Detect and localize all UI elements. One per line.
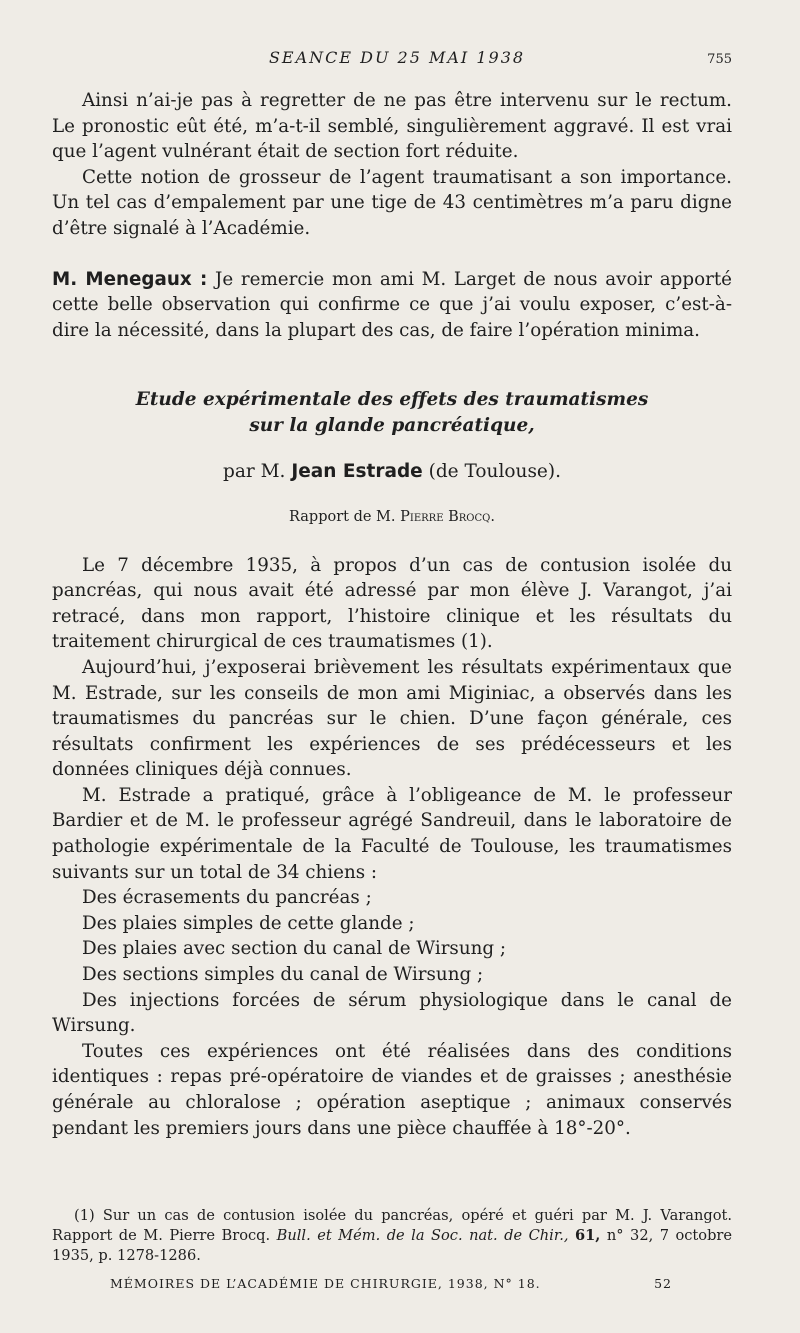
byline-author: Jean Estrade [291,461,423,483]
page-number: 755 [707,52,732,67]
paragraph-2: Cette notion de grosseur de l’agent traumatisant a son importance. Un tel cas d’empalement par une tige de 43 centimètres m’a paru digne d’être signalé à l’Académie. [52,166,732,239]
byline-prefix: par M. [223,461,286,483]
paragraph-3 [52,267,732,344]
paragraph-3-text: Je remercie mon ami M. Larget de nous avoir apporté cette belle observation qui confirme ce que j’ai voulu exposer, c’est-à-dire la nécessité, dans la plupart des cas, de faire l’opération minima. [52,268,732,341]
article-body [52,88,732,1141]
signature-number: 52 [654,1276,672,1291]
list-item: Des écrasements du pancréas ; [82,887,372,909]
running-title: SEANCE DU 25 MAI 1938 [268,48,526,67]
paragraph-7: Toutes ces expériences ont été réalisées dans des conditions identiques : repas pré-opératoire de viandes et de graisses ; anesthésie générale au chloralose ; opération aseptique ; animaux conservés pendant les premiers jours dans une pièce chauffée à 18°-20°. [52,1040,732,1139]
page-footer [110,1276,672,1291]
list-item: Des sections simples du canal de Wirsung ; [82,964,484,986]
list-item: Des plaies simples de cette glande ; [82,912,415,934]
paragraph-1: Ainsi n’ai-je pas à regretter de ne pas être intervenu sur le rectum. Le pronostic eût été, m’a-t-il semblé, singulièrement aggravé. Il est vrai que l’agent vulnérant était de section fort réduite. [52,90,732,163]
report-line [52,505,732,531]
footnote-journal: Bull. et Mém. de la Soc. nat. de Chir., [276,1227,569,1244]
article-title-line-2: sur la glande pancréatique, [249,415,535,437]
speaker-name: M. Menegaux : [52,268,208,290]
article-title-line-1: Etude expérimentale des effets des traumatismes [135,389,649,411]
footnote-text: (1) Sur un cas de contusion isolée du pancréas, opéré et guéri par M. J. Varangot. Rapport de M. Pierre Brocq. [52,1207,732,1244]
footnotes [52,1206,732,1266]
footer-journal: MÉMOIRES DE L’ACADÉMIE DE CHIRURGIE, 1938, N° 18. [110,1276,541,1291]
report-prefix: Rapport de M. [289,508,396,525]
paragraph-5: Aujourd’hui, j’exposerai brièvement les résultats expérimentaux que M. Estrade, sur les conseils de mon ami Miginiac, a observés dans les traumatismes du pancréas sur le chien. D’une façon générale, ces résultats confirment les expériences de ses prédécesseurs et les données cliniques déjà connues. [52,656,732,781]
byline [52,459,732,485]
footnote-1 [52,1206,732,1266]
paragraph-6: M. Estrade a pratiqué, grâce à l’obligeance de M. le professeur Bardier et de M. le professeur agrégé Sandreuil, dans le laboratoire de pathologie expérimentale de la Faculté de Toulouse, les traumatismes suivants sur un total de 34 chiens : [52,784,732,883]
footnote-rest: n° 32, 7 octobre 1935, p. 1278-1286. [52,1227,733,1264]
report-author: Pierre Brocq. [400,508,495,525]
list-item: Des injections forcées de sérum physiologique dans le canal de Wirsung. [52,989,732,1037]
byline-suffix: (de Toulouse). [428,461,561,483]
footnote-volume: 61, [574,1227,601,1244]
article-title [52,387,732,439]
list-item: Des plaies avec section du canal de Wirsung ; [82,938,507,960]
page-header [52,48,742,72]
experiment-list [52,885,732,1039]
paragraph-4: Le 7 décembre 1935, à propos d’un cas de contusion isolée du pancréas, qui nous avait été adressé par mon élève J. Varangot, j’ai retracé, dans mon rapport, l’histoire clinique et les résultats du traitement chirurgical de ces traumatismes (1). [52,554,732,653]
